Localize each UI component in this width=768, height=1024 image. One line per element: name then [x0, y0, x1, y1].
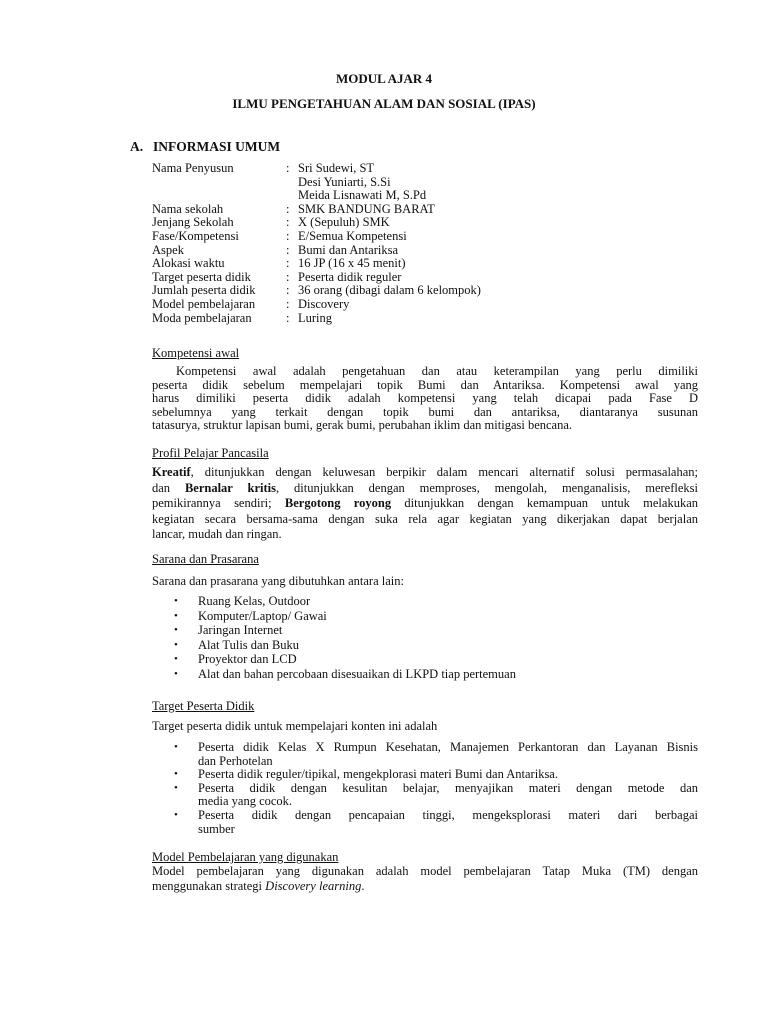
- info-value-text: 36 orang (dibagi dalam 6 kelompok): [298, 283, 481, 298]
- info-value: [298, 298, 349, 312]
- info-colon: :: [286, 215, 290, 230]
- list-item-text: Jaringan Internet: [198, 623, 283, 637]
- info-label: Alokasi waktu: [152, 256, 225, 271]
- info-value: [298, 244, 398, 258]
- author-1: Sri Sudewi, ST: [298, 161, 375, 175]
- info-value: [298, 271, 401, 285]
- para-line: [152, 481, 698, 497]
- list-item-text: Alat dan bahan percobaan disesuaikan di LKPD tiap pertemuan: [198, 666, 516, 681]
- info-value-text: E/Semua Kompetensi: [298, 228, 407, 243]
- list-item-text: media yang cocok.: [198, 794, 293, 809]
- list-item: [152, 667, 698, 681]
- list-item: [152, 768, 698, 782]
- para-line: sebelumnya yang terkait dengan topik bumi dan antariksa, diantaranya susunan: [152, 404, 698, 419]
- section-label: INFORMASI UMUM: [153, 139, 281, 154]
- info-value: [298, 312, 332, 326]
- info-value: [298, 230, 407, 244]
- info-colon: :: [286, 256, 290, 271]
- info-value: [298, 284, 481, 298]
- profil-paragraph: [152, 465, 698, 543]
- info-value-text: SMK BANDUNG BARAT: [298, 201, 435, 216]
- list-item: [152, 741, 698, 768]
- bullet-icon: •: [174, 768, 178, 781]
- kompetensi-paragraph: [152, 365, 698, 433]
- info-row: [152, 284, 481, 298]
- profil-heading: Profil Pelajar Pancasila: [152, 446, 269, 460]
- bullet-icon: •: [174, 624, 178, 636]
- info-row: [152, 230, 481, 244]
- info-row: [152, 298, 481, 312]
- section-heading-informasi-umum: [130, 139, 280, 155]
- list-item-text: Komputer/Laptop/ Gawai: [198, 608, 327, 623]
- info-label: Fase/Kompetensi: [152, 228, 239, 243]
- bullet-icon: •: [174, 638, 178, 651]
- info-colon: :: [286, 201, 290, 216]
- info-colon: :: [286, 283, 290, 298]
- info-colon: :: [286, 228, 290, 243]
- info-label: Model pembelajaran: [152, 296, 256, 311]
- italic-term: Discovery learning: [265, 879, 362, 893]
- para-line: harus dimiliki peserta didik adalah kompetensi yang telah dicapai pada Fase D: [152, 391, 698, 406]
- para-line: [152, 496, 698, 512]
- info-row: [152, 162, 481, 203]
- info-value: [298, 257, 406, 271]
- target-list: [152, 741, 698, 836]
- info-label: Jumlah peserta didik: [152, 283, 256, 298]
- sarana-intro: Sarana dan prasarana yang dibutuhkan antara lain:: [152, 574, 404, 588]
- info-label: Jenjang Sekolah: [152, 215, 234, 230]
- info-table: [152, 162, 481, 325]
- para-line: Model pembelajaran yang digunakan adalah model pembelajaran Tatap Muka (TM) dengan: [152, 864, 698, 878]
- model-paragraph: [152, 864, 698, 894]
- para-line: tatasurya, struktur lapisan bumi, gerak bumi, perubahan iklim dan mitigasi bencana.: [152, 418, 573, 433]
- list-item: [152, 782, 698, 809]
- para-text: dan: [152, 480, 185, 495]
- info-label: Aspek: [152, 242, 184, 257]
- list-item: [152, 638, 698, 652]
- bold-term: Kreatif: [152, 465, 191, 479]
- info-row: [152, 271, 481, 285]
- list-item-text: Peserta didik dengan kesulitan belajar, menyajikan materi dengan metode dan: [198, 780, 698, 795]
- list-item: [152, 609, 698, 623]
- sarana-heading: Sarana dan Prasarana: [152, 552, 259, 566]
- para-text: ditunjukkan dengan kemampuan untuk melakukan: [404, 496, 698, 511]
- list-item-text: dan Perhotelan: [198, 753, 273, 768]
- info-value-text: Discovery: [298, 296, 350, 311]
- info-row: [152, 257, 481, 271]
- kompetensi-heading: Kompetensi awal: [152, 346, 240, 360]
- bullet-icon: •: [174, 595, 178, 607]
- list-item-text: Peserta didik dengan pencapaian tinggi, mengeksplorasi materi dari berbagai: [198, 807, 698, 822]
- sarana-list: [152, 594, 698, 681]
- bullet-icon: •: [174, 808, 178, 821]
- list-item-text: sumber: [198, 821, 235, 836]
- list-item-text: Alat Tulis dan Buku: [198, 637, 300, 652]
- info-colon: :: [286, 242, 290, 257]
- info-colon: :: [286, 161, 290, 175]
- list-item-text: Ruang Kelas, Outdoor: [198, 594, 311, 608]
- bullet-icon: •: [174, 741, 178, 753]
- para-text: .: [361, 879, 365, 893]
- para-text: menggunakan strategi: [152, 879, 266, 893]
- para-line: lancar, mudah dan ringan.: [152, 527, 282, 542]
- bullet-icon: •: [174, 781, 178, 794]
- list-item-text: Proyektor dan LCD: [198, 652, 297, 666]
- author-2: Desi Yuniarti, S.Si: [298, 174, 391, 189]
- list-item-text: Peserta didik Kelas X Rumpun Kesehatan, Manajemen Perkantoran dan Layanan Bisnis: [198, 740, 698, 754]
- subject-title: ILMU PENGETAHUAN ALAM DAN SOSIAL (IPAS): [232, 96, 536, 111]
- para-line: [152, 465, 698, 481]
- info-label: Nama Penyusun: [152, 161, 234, 175]
- info-value: [298, 162, 426, 203]
- model-heading: Model Pembelajaran yang digunakan: [152, 850, 339, 864]
- para-line: Kompetensi awal adalah pengetahuan dan atau keterampilan yang perlu dimiliki: [176, 364, 698, 378]
- info-label: Moda pembelajaran: [152, 310, 252, 325]
- info-label: Target peserta didik: [152, 269, 251, 284]
- list-item: [152, 809, 698, 836]
- info-row: [152, 203, 481, 217]
- info-colon: :: [286, 310, 290, 325]
- para-text: pemikirannya sendiri;: [152, 496, 285, 511]
- info-value-text: 16 JP (16 x 45 menit): [298, 256, 406, 271]
- info-value-text: Bumi dan Antariksa: [298, 242, 398, 257]
- list-item: [152, 652, 698, 666]
- info-value: [298, 216, 390, 230]
- bold-term: Bernalar kritis: [184, 480, 277, 495]
- info-row: [152, 216, 481, 230]
- info-value: [298, 203, 435, 217]
- para-line: kegiatan secara bersama-sama dengan suka rela agar kegiatan yang dikerjakan dapat berjalan: [152, 511, 698, 526]
- bullet-icon: •: [174, 609, 178, 622]
- list-item: [152, 594, 698, 608]
- list-item: [152, 623, 698, 637]
- bullet-icon: •: [174, 653, 178, 665]
- bold-term: Bergotong royong: [284, 496, 392, 511]
- list-item-text: Peserta didik reguler/tipikal, mengekplorasi materi Bumi dan Antariksa.: [198, 767, 558, 782]
- para-line: peserta didik sebelum mempelajari topik Bumi dan Antariksa. Kompetensi awal yang: [152, 377, 698, 392]
- author-3: Meida Lisnawati M, S.Pd: [298, 188, 427, 203]
- info-label: Nama sekolah: [152, 201, 224, 216]
- target-heading: Target Peserta Didik: [152, 699, 255, 713]
- info-colon: :: [286, 296, 290, 311]
- info-value-text: Luring: [298, 310, 333, 325]
- section-number: A.: [130, 139, 144, 154]
- para-line: [152, 879, 698, 894]
- para-text: , ditunjukkan dengan keluwesan berpikir dalam mencari alternatif solusi permasalahan;: [190, 465, 698, 479]
- module-title: MODUL AJAR 4: [335, 71, 433, 86]
- info-value-text: X (Sepuluh) SMK: [298, 215, 390, 230]
- info-row: [152, 312, 481, 326]
- info-row: [152, 244, 481, 258]
- info-value-text: Peserta didik reguler: [298, 269, 402, 284]
- para-text: , ditunjukkan dengan memproses, mengolah, menganalisis, merefleksi: [276, 480, 698, 495]
- bullet-icon: •: [174, 667, 178, 680]
- info-colon: :: [286, 269, 290, 284]
- target-intro: Target peserta didik untuk mempelajari konten ini adalah: [152, 719, 438, 733]
